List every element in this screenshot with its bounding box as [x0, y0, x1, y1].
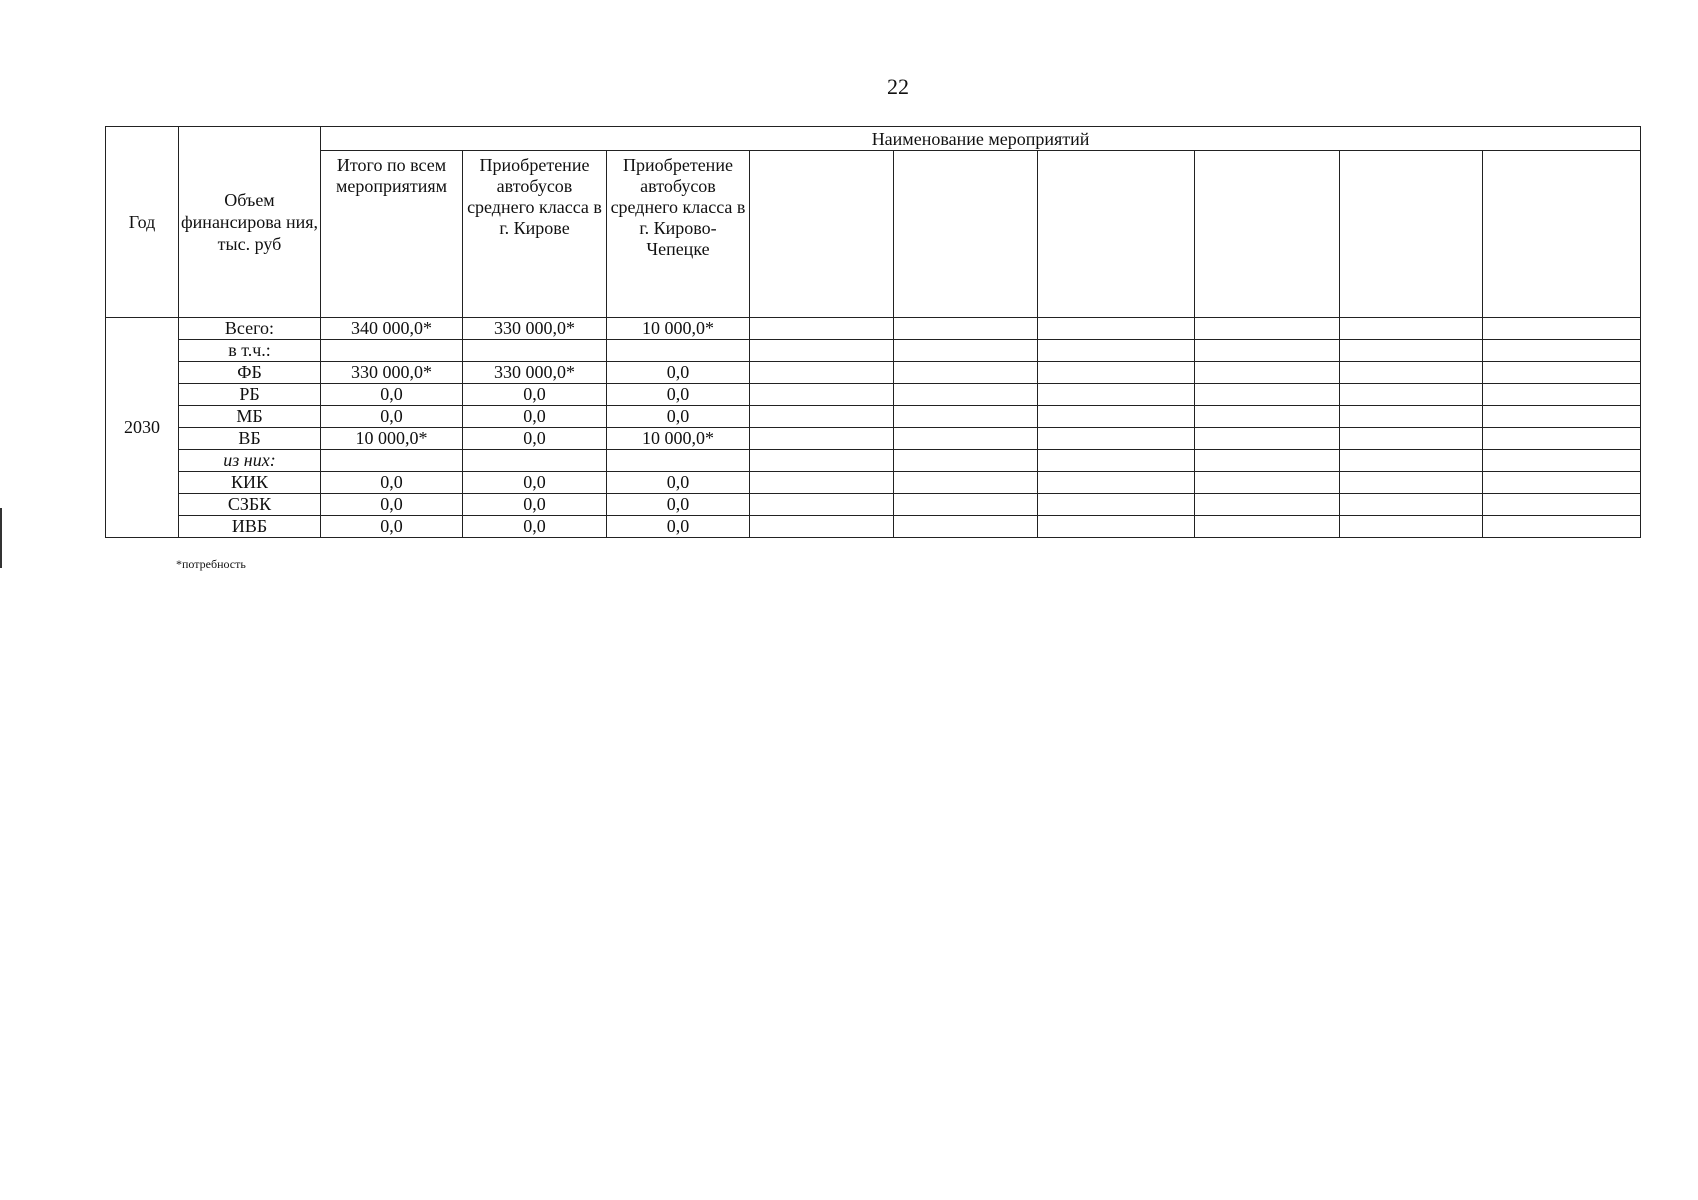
value-cell — [1483, 362, 1641, 384]
column-header-empty — [894, 151, 1038, 318]
value-cell — [894, 340, 1038, 362]
value-cell — [1340, 384, 1483, 406]
table-row — [106, 428, 1641, 450]
value-cell — [1483, 428, 1641, 450]
value-cell — [1195, 450, 1340, 472]
footnote: *потребность — [176, 557, 246, 571]
value-cell — [1483, 494, 1641, 516]
header-row-top — [106, 127, 1641, 151]
value-cell: 0,0 — [607, 472, 750, 494]
value-cell — [1038, 340, 1195, 362]
value-cell: 330 000,0* — [463, 318, 607, 340]
table-row — [106, 494, 1641, 516]
value-cell: 0,0 — [463, 428, 607, 450]
value-cell: 10 000,0* — [607, 428, 750, 450]
value-cell — [894, 428, 1038, 450]
page-number: 22 — [887, 74, 909, 99]
value-cell — [1195, 516, 1340, 538]
value-cell — [321, 450, 463, 472]
value-cell — [1038, 318, 1195, 340]
value-cell — [1195, 406, 1340, 428]
value-cell — [1038, 472, 1195, 494]
value-cell — [1340, 516, 1483, 538]
value-cell: 330 000,0* — [321, 362, 463, 384]
table-row — [106, 384, 1641, 406]
value-cell — [1038, 362, 1195, 384]
value-cell — [1195, 362, 1340, 384]
value-cell: 0,0 — [321, 516, 463, 538]
value-cell — [1483, 516, 1641, 538]
events-title-header: Наименование мероприятий — [321, 127, 1641, 151]
value-cell — [894, 384, 1038, 406]
scan-edge-mark — [0, 508, 2, 568]
value-cell — [1038, 428, 1195, 450]
column-header-empty — [1483, 151, 1641, 318]
row-label: МБ — [179, 406, 321, 428]
column-header-empty — [1340, 151, 1483, 318]
value-cell: 0,0 — [321, 494, 463, 516]
value-cell — [750, 450, 894, 472]
value-cell — [750, 318, 894, 340]
volume-header: Объем финансирова ния, тыс. руб — [179, 127, 321, 318]
column-header-empty — [1038, 151, 1195, 318]
value-cell — [1340, 450, 1483, 472]
value-cell — [321, 340, 463, 362]
value-cell: 0,0 — [463, 516, 607, 538]
value-cell — [1195, 428, 1340, 450]
value-cell: 330 000,0* — [463, 362, 607, 384]
value-cell — [1340, 340, 1483, 362]
value-cell — [1483, 406, 1641, 428]
value-cell — [607, 340, 750, 362]
value-cell: 0,0 — [321, 384, 463, 406]
value-cell: 10 000,0* — [321, 428, 463, 450]
value-cell — [607, 450, 750, 472]
row-label: СЗБК — [179, 494, 321, 516]
value-cell: 0,0 — [463, 406, 607, 428]
value-cell — [894, 472, 1038, 494]
value-cell — [750, 516, 894, 538]
value-cell: 0,0 — [607, 384, 750, 406]
row-label: из них: — [179, 450, 321, 472]
value-cell — [1340, 362, 1483, 384]
value-cell — [1038, 406, 1195, 428]
table-row — [106, 406, 1641, 428]
column-header-kirovo-chepetsk-buses: Приобретение автобусов среднего класса в г. Кирово-Чепецке — [607, 151, 750, 318]
value-cell — [1483, 384, 1641, 406]
value-cell — [1195, 318, 1340, 340]
value-cell — [1483, 472, 1641, 494]
value-cell — [750, 362, 894, 384]
value-cell — [750, 494, 894, 516]
row-label: ФБ — [179, 362, 321, 384]
value-cell — [1340, 406, 1483, 428]
value-cell: 0,0 — [607, 494, 750, 516]
row-label: Всего: — [179, 318, 321, 340]
value-cell — [750, 472, 894, 494]
value-cell — [750, 406, 894, 428]
financing-table — [105, 126, 1641, 538]
year-cell: 2030 — [106, 318, 179, 538]
column-header-empty — [1195, 151, 1340, 318]
row-label: ВБ — [179, 428, 321, 450]
value-cell — [894, 450, 1038, 472]
value-cell — [1038, 516, 1195, 538]
value-cell — [894, 406, 1038, 428]
value-cell: 0,0 — [607, 362, 750, 384]
value-cell — [894, 494, 1038, 516]
value-cell — [463, 450, 607, 472]
table-row — [106, 362, 1641, 384]
value-cell — [1483, 318, 1641, 340]
table-row — [106, 340, 1641, 362]
value-cell — [750, 384, 894, 406]
value-cell — [750, 340, 894, 362]
table-row — [106, 516, 1641, 538]
value-cell — [1195, 340, 1340, 362]
value-cell — [1038, 450, 1195, 472]
value-cell — [1483, 340, 1641, 362]
value-cell: 0,0 — [463, 472, 607, 494]
value-cell: 0,0 — [463, 494, 607, 516]
value-cell: 10 000,0* — [607, 318, 750, 340]
column-header-total: Итого по всем мероприятиям — [321, 151, 463, 318]
row-label: в т.ч.: — [179, 340, 321, 362]
table-row — [106, 450, 1641, 472]
year-header: Год — [106, 127, 179, 318]
value-cell: 0,0 — [321, 472, 463, 494]
value-cell — [1038, 384, 1195, 406]
value-cell — [1195, 494, 1340, 516]
value-cell — [1340, 472, 1483, 494]
table-row — [106, 318, 1641, 340]
value-cell: 0,0 — [607, 516, 750, 538]
value-cell — [1195, 384, 1340, 406]
value-cell — [894, 318, 1038, 340]
header-row-columns — [106, 151, 1641, 318]
row-label: РБ — [179, 384, 321, 406]
value-cell — [1340, 428, 1483, 450]
row-label: КИК — [179, 472, 321, 494]
value-cell — [1340, 318, 1483, 340]
value-cell: 0,0 — [607, 406, 750, 428]
value-cell — [1483, 450, 1641, 472]
value-cell — [1038, 494, 1195, 516]
column-header-kirov-buses: Приобретение автобусов среднего класса в г. Кирове — [463, 151, 607, 318]
value-cell: 340 000,0* — [321, 318, 463, 340]
table-row — [106, 472, 1641, 494]
value-cell: 0,0 — [321, 406, 463, 428]
value-cell — [1340, 494, 1483, 516]
value-cell — [750, 428, 894, 450]
value-cell — [894, 362, 1038, 384]
column-header-empty — [750, 151, 894, 318]
value-cell — [1195, 472, 1340, 494]
value-cell — [463, 340, 607, 362]
value-cell — [894, 516, 1038, 538]
row-label: ИВБ — [179, 516, 321, 538]
value-cell: 0,0 — [463, 384, 607, 406]
